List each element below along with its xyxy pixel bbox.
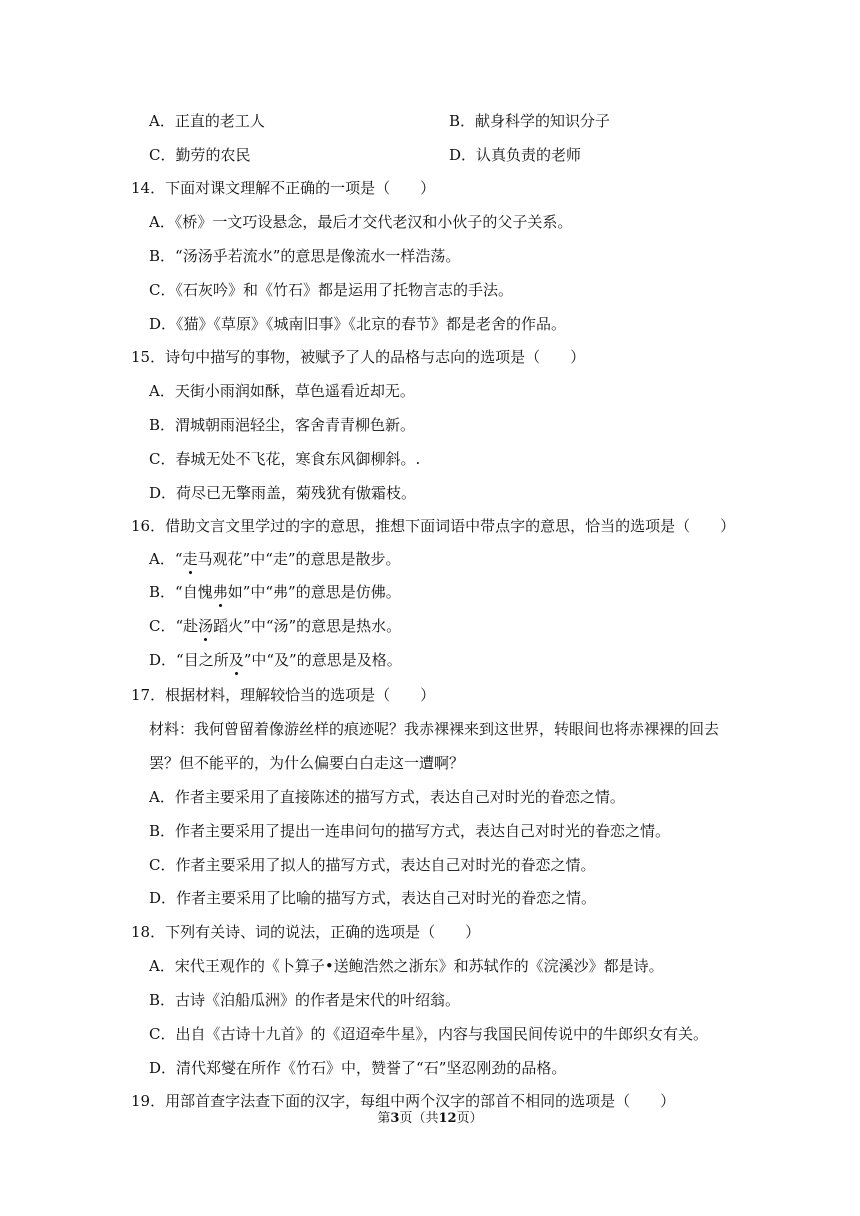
total-pages-number: 12 — [438, 1111, 457, 1126]
q16-stem: 16．借助文言文里学过的字的意思，推想下面词语中带点字的意思，恰当的选项是（ ） — [131, 517, 736, 535]
option-text: 蹈火”中“汤”的意思是热水。 — [213, 617, 402, 635]
q18-option-a: A．宋代王观作的《卜算子•送鲍浩然之浙东》和苏轼作的《浣溪沙》都是诗。 — [149, 957, 664, 975]
q13-option-d: D．认真负责的老师 — [449, 146, 582, 164]
q14-option-d: D．《猫》《草原》《城南旧事》《北京的春节》都是老舍的作品。 — [149, 315, 567, 333]
option-text: B．“自愧 — [149, 583, 213, 601]
option-text: C．“赴 — [149, 617, 199, 635]
dotted-character: 弗 — [212, 583, 228, 601]
q18-option-d: D．清代郑燮在所作《竹石》中，赞誉了“石”坚忍刚劲的品格。 — [149, 1059, 567, 1077]
option-text: 如”中“弗”的意思是仿佛。 — [227, 583, 401, 601]
q17-option-c: C．作者主要采用了拟人的描写方式，表达自己对时光的眷恋之情。 — [149, 856, 596, 874]
dotted-character: 走 — [182, 550, 198, 568]
q15-stem: 15．诗句中描写的事物，被赋予了人的品格与志向的选项是（ ） — [131, 348, 586, 366]
q14-option-c: C．《石灰吟》和《竹石》都是运用了托物言志的手法。 — [149, 281, 513, 299]
footer-text: 第 — [377, 1111, 391, 1126]
q17-material-line-1: 材料：我何曾留着像游丝样的痕迹呢？我赤裸裸来到这世界，转眼间也将赤裸裸的回去 — [149, 720, 720, 738]
q14-option-b: B．“汤汤乎若流水”的意思是像流水一样浩荡。 — [149, 247, 461, 265]
q16-option-b — [149, 582, 401, 602]
q19-stem: 19．用部首查字法查下面的汉字，每组中两个汉字的部首不相同的选项是（ ） — [131, 1092, 676, 1110]
q17-option-a: A．作者主要采用了直接陈述的描写方式，表达自己对时光的眷恋之情。 — [149, 788, 625, 806]
page-footer — [0, 1110, 860, 1128]
q16-option-d — [149, 650, 402, 670]
q14-option-a: A．《桥》一文巧设悬念，最后才交代老汉和小伙子的父子关系。 — [149, 213, 573, 231]
q15-option-c: C．春城无处不飞花，寒食东风御柳斜。. — [149, 450, 421, 468]
current-page-number: 3 — [390, 1111, 400, 1126]
q13-option-c: C．勤劳的农民 — [149, 146, 251, 164]
footer-text: 页（共 — [399, 1111, 439, 1126]
q18-stem: 18．下列有关诗、词的说法，正确的选项是（ ） — [131, 923, 481, 941]
q13-option-b: B．献身科学的知识分子 — [449, 112, 611, 130]
q17-option-d: D．作者主要采用了比喻的描写方式，表达自己对时光的眷恋之情。 — [149, 889, 597, 907]
dotted-character: 汤 — [198, 617, 214, 635]
q18-option-b: B．古诗《泊船瓜洲》的作者是宋代的叶绍翁。 — [149, 991, 461, 1009]
option-text: 马观花”中“走”的意思是散步。 — [197, 550, 401, 568]
dotted-character: 及 — [228, 651, 244, 669]
q17-material-line-2: 罢？但不能平的，为什么偏要白白走这一遭啊？ — [149, 754, 465, 772]
q13-option-a: A．正直的老工人 — [149, 112, 265, 130]
q16-option-c — [149, 616, 401, 636]
q17-stem: 17．根据材料，理解较恰当的选项是（ ） — [131, 686, 436, 704]
q16-option-a — [149, 549, 401, 569]
q18-option-c: C．出自《古诗十九首》的《迢迢牵牛星》，内容与我国民间传说中的牛郎织女有关。 — [149, 1025, 708, 1043]
option-text: A．“ — [149, 550, 183, 568]
footer-text: 页） — [456, 1111, 483, 1126]
q15-option-d: D．荷尽已无擎雨盖，菊残犹有傲霜枝。 — [149, 484, 417, 502]
q17-option-b: B．作者主要采用了提出一连串问句的描写方式，表达自己对时光的眷恋之情。 — [149, 822, 671, 840]
option-text: ”中“及”的意思是及格。 — [243, 651, 402, 669]
q14-stem: 14．下面对课文理解不正确的一项是（ ） — [131, 179, 436, 197]
q15-option-a: A．天街小雨润如酥，草色遥看近却无。 — [149, 382, 415, 400]
option-text: D．“目之所 — [149, 651, 229, 669]
q15-option-b: B．渭城朝雨浥轻尘，客舍青青柳色新。 — [149, 416, 416, 434]
